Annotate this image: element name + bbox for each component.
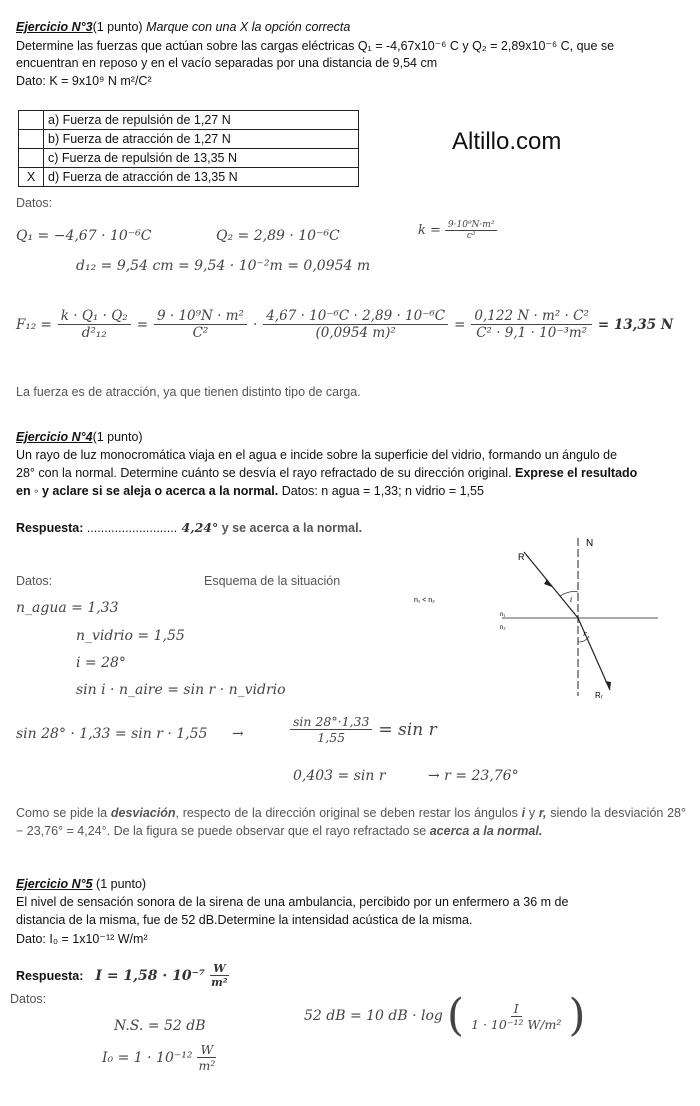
- f4-num: 0,122 N · m² · C²: [471, 308, 591, 325]
- ej4-arrow: →: [232, 726, 244, 742]
- label-N: N: [586, 538, 594, 549]
- expl-1a: Como se pide la: [16, 806, 111, 820]
- calc2-num: sin 28°·1,33: [290, 714, 372, 730]
- incident-ray-arrow: [544, 579, 552, 587]
- ej4-text-2a: 28° con la normal. Determine cuánto se desvía el rayo refractado de su dirección original.: [16, 466, 512, 480]
- ej3-text-1: Determine las fuerzas que actúan sobre las cargas eléctricas Q₁ = -4,67x10⁻⁶ C y Q₂ = 2,89x10⁻⁶ C, que se: [16, 39, 615, 53]
- f3-fraction: [263, 308, 448, 341]
- option-row[interactable]: [19, 111, 359, 130]
- ej4-snell: sin i · n_aire = sin r · n_vidrio: [76, 682, 286, 698]
- f2-fraction: [154, 308, 247, 341]
- ej5-dato: Dato: I₀ = 1x10⁻¹² W/m²: [16, 932, 148, 946]
- ej4-text-3: [16, 484, 484, 498]
- option-row[interactable]: [19, 168, 359, 187]
- label-i: i: [570, 596, 573, 604]
- f1-fraction: [58, 308, 131, 341]
- ej4-explanation: [16, 804, 686, 840]
- option-text: d) Fuerza de atracción de 13,35 N: [44, 168, 359, 187]
- dot-sign: ·: [252, 316, 258, 333]
- expl-1d: i: [521, 806, 526, 820]
- ej4-text-3b: Datos: n agua = 1,33; n vidrio = 1,55: [278, 484, 484, 498]
- ej5-answer-lhs: I = 1,58 · 10⁻⁷: [95, 967, 206, 984]
- ej5-text-1: El nivel de sensación sonora de la sirena de una ambulancia, percibido por un enfermero a 36 m de: [16, 895, 569, 909]
- ej5-answer-unit-num: W: [210, 962, 228, 976]
- k-num: 9·10⁹N·m²: [445, 220, 498, 231]
- expl-1c: , respecto de la dirección original se deben restar los ángulos: [175, 806, 522, 820]
- ej5-answer-value: [95, 962, 230, 989]
- option-text: b) Fuerza de atracción de 1,27 N: [44, 130, 359, 149]
- ej5-eq-num: I: [511, 1001, 522, 1017]
- k-fraction: [445, 220, 498, 241]
- calc2-den: 1,55: [317, 730, 346, 745]
- expl-3: normal.: [497, 824, 543, 838]
- option-row[interactable]: [19, 149, 359, 168]
- expl-1g: siendo la: [546, 806, 601, 820]
- ej5-eq-fraction: [468, 1001, 564, 1032]
- ej3-instruction: Marque con una X la opción correcta: [142, 20, 351, 34]
- ej5-eq-den: 1 · 10⁻¹² W/m²: [471, 1016, 562, 1032]
- ej3-result: = 13,35 N: [597, 316, 674, 333]
- ej4-calc-3: 0,403 = sin r: [293, 768, 386, 784]
- calc2-rhs: = sin r: [378, 719, 437, 740]
- ej4-answer-label: Respuesta:: [16, 521, 84, 535]
- ej4-n-agua: n_agua = 1,33: [16, 600, 119, 616]
- ej3-d12: d₁₂ = 9,54 cm = 9,54 · 10⁻²m = 0,0954 m: [76, 258, 371, 274]
- eq-sign: =: [136, 316, 148, 333]
- option-mark[interactable]: [19, 130, 44, 149]
- ej5-i0-num: W: [197, 1042, 216, 1058]
- ej3-dato: Dato: K = 9x10⁹ N m²/C²: [16, 74, 152, 88]
- ej5-answer-unit-den: m²: [211, 976, 228, 989]
- ej3-datos-label: Datos:: [16, 196, 53, 210]
- k-lhs: k =: [418, 223, 441, 238]
- ej5-equation: [304, 990, 586, 1041]
- label-R: R: [518, 552, 525, 562]
- ej5-answer-label: Respuesta:: [16, 968, 84, 983]
- option-text: a) Fuerza de repulsión de 1,27 N: [44, 111, 359, 130]
- ej5-i0-den: m²: [198, 1058, 216, 1073]
- ej3-heading: [16, 20, 350, 34]
- ej5-heading: [16, 877, 146, 891]
- ej4-text-2: [16, 466, 637, 480]
- ej4-n-vidrio: n_vidrio = 1,55: [76, 628, 185, 644]
- ej5-i0: [102, 1042, 218, 1073]
- ej4-angle-i: i = 28°: [76, 655, 126, 671]
- ej4-answer-dots: ..........................: [83, 521, 178, 535]
- ej4-calc-3-result: → r = 23,76°: [428, 768, 519, 784]
- ej5-i0-unit: [195, 1042, 218, 1073]
- ej5-text-2: distancia de la misma, fue de 52 dB.Determine la intensidad acústica de la misma.: [16, 913, 473, 927]
- ej5-datos-label: Datos:: [10, 992, 47, 1006]
- f2-num: 9 · 10⁹N · m²: [154, 308, 247, 325]
- ej3-options-table: [18, 110, 359, 187]
- ej4-title: Ejercicio N°4: [16, 430, 93, 444]
- ej3-conclusion: La fuerza es de atracción, ya que tienen distinto tipo de carga.: [16, 385, 361, 399]
- ej4-heading: [16, 430, 143, 444]
- ej4-points: (1 punto): [92, 430, 143, 444]
- ej5-answer: [16, 962, 231, 989]
- option-mark[interactable]: X: [19, 168, 44, 187]
- f1-num: k · Q₁ · Q₂: [58, 308, 131, 325]
- ej5-eq-lhs: 52 dB = 10 dB · log: [304, 1008, 443, 1024]
- expl-1b: desviación: [110, 806, 176, 820]
- ej3-force-equation: [16, 308, 673, 341]
- watermark: Altillo.com: [452, 128, 562, 155]
- expl-2b: acerca a la: [429, 824, 494, 838]
- f2-den: C²: [192, 325, 209, 341]
- f3-num: 4,67 · 10⁻⁶C · 2,89 · 10⁻⁶C: [263, 308, 448, 325]
- f4-fraction: [471, 308, 591, 341]
- label-n1: n₁: [500, 612, 506, 618]
- ej3-q1: Q₁ = −4,67 · 10⁻⁶C: [16, 228, 152, 244]
- left-paren: (: [446, 990, 465, 1041]
- ej4-text-1: Un rayo de luz monocromática viaja en el agua e incide sobre la superficie del vidrio, formando un ángulo de: [16, 448, 618, 462]
- ej3-points: (1 punto): [92, 20, 143, 34]
- refracted-ray: [578, 618, 610, 690]
- option-mark[interactable]: [19, 111, 44, 130]
- f-lhs: F₁₂ =: [16, 316, 52, 333]
- ej4-answer-value: 4,24°: [177, 520, 219, 535]
- ej5-i0-lhs: I₀ = 1 · 10⁻¹²: [102, 1049, 193, 1066]
- expl-2a: desviación 28° − 23,76° = 4,24°. De la figura se puede observar que el rayo refractado se: [16, 806, 686, 838]
- ej5-title: Ejercicio N°5: [16, 877, 93, 891]
- ej4-answer: [16, 520, 362, 535]
- option-mark[interactable]: [19, 149, 44, 168]
- expl-1e: y: [525, 806, 539, 820]
- ej5-answer-unit: [208, 962, 230, 989]
- f1-den: d²₁₂: [81, 325, 107, 341]
- label-r: r: [583, 630, 587, 638]
- ej3-q2: Q₂ = 2,89 · 10⁻⁶C: [216, 228, 340, 244]
- label-n1-lt-n2: n₁ < n₂: [414, 597, 435, 604]
- option-text: c) Fuerza de repulsión de 13,35 N: [44, 149, 359, 168]
- right-paren: ): [568, 990, 586, 1041]
- refraction-diagram: [400, 532, 670, 704]
- label-n2: n₂: [500, 625, 506, 631]
- incident-ray: [524, 552, 578, 618]
- expl-1f: r,: [538, 806, 547, 820]
- ej4-text-3a: en ◦ y aclare si se aleja o acerca a la normal.: [16, 484, 279, 498]
- ej5-points: (1 punto): [92, 877, 147, 891]
- ej4-esquema-label: Esquema de la situación: [204, 574, 341, 588]
- ej3-k: [418, 220, 497, 241]
- ej3-text-2: encuentran en reposo y en el vacío separadas por una distancia de 9,54 cm: [16, 56, 438, 70]
- ej4-calc-2: [290, 714, 437, 745]
- refracted-ray-arrow: [605, 681, 611, 690]
- k-den: c²: [466, 231, 476, 241]
- eq-sign: =: [454, 316, 466, 333]
- label-Rr: Rᵣ: [595, 691, 603, 700]
- ej4-text-2b: Exprese el resultado: [511, 466, 638, 480]
- f3-den: (0,0954 m)²: [315, 325, 396, 341]
- option-row[interactable]: [19, 130, 359, 149]
- ej4-datos-label: Datos:: [16, 574, 53, 588]
- angle-i-arc: [560, 592, 578, 597]
- calc2-fraction: [290, 714, 372, 745]
- ej4-answer-rest: y se acerca a la normal.: [218, 521, 363, 535]
- ej5-ns: N.S. = 52 dB: [114, 1018, 206, 1034]
- ej3-title: Ejercicio N°3: [16, 20, 93, 34]
- f4-den: C² · 9,1 · 10⁻³m²: [476, 325, 588, 341]
- ej4-calc-1: sin 28° · 1,33 = sin r · 1,55: [16, 726, 208, 742]
